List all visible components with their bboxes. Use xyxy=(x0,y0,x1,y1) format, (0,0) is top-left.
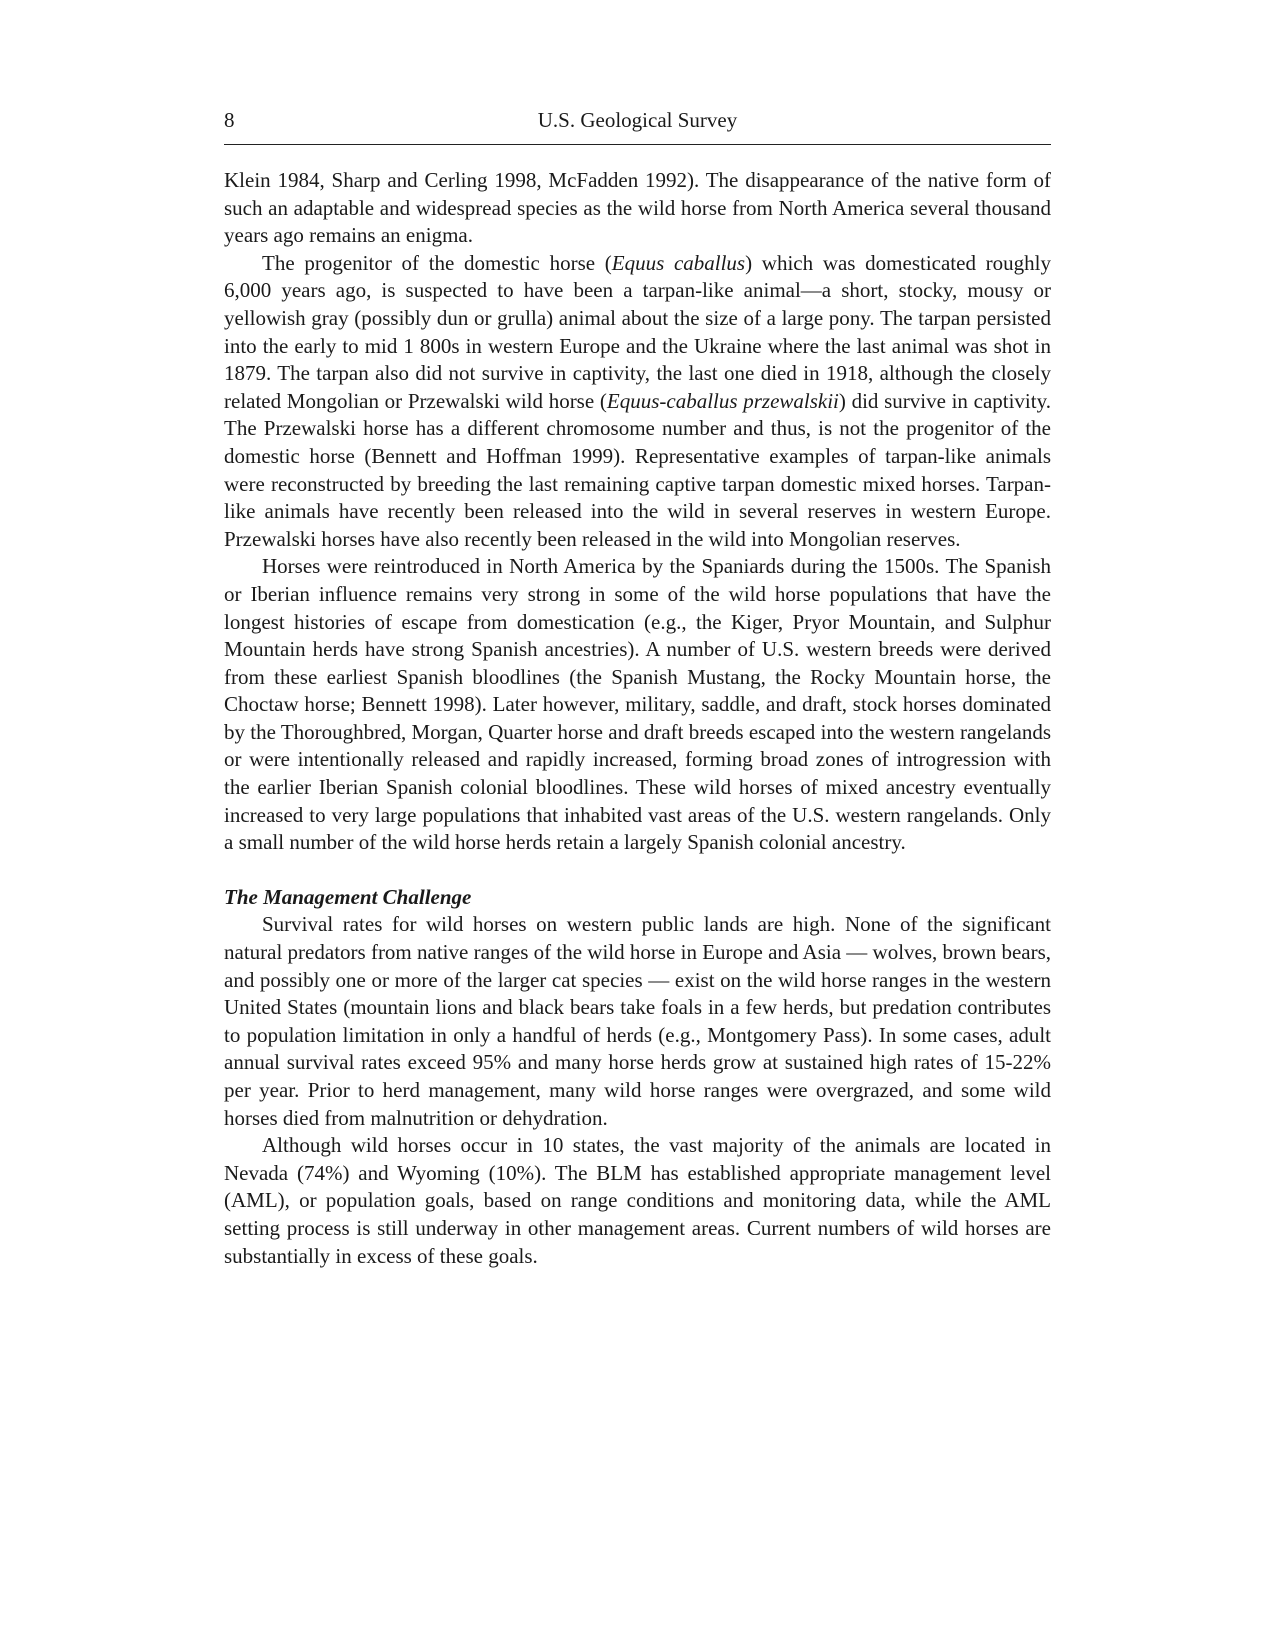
paragraph-text: Although wild horses occur in 10 states, the vast majority of the animals are located in Nevada (74%) and Wyoming (10%). The BLM has established appropriate management level (AML), or population goals, based on range conditions and monitoring data, while the AML setting process is still underway in other management areas. Current numbers of wild horses are substantially in excess of these goals. xyxy=(224,1133,1051,1268)
page-number: 8 xyxy=(224,108,235,132)
species-name: Equus-caballus przewalskii xyxy=(606,388,839,413)
paragraph-text: ) which was domesticated roughly 6,000 years ago, is suspected to have been a tarpan-like animal—a short, stocky, mousy or yellowish gray (possibly dun or grulla) animal about the size of a large pony. The tarpan persisted into the early to mid 1 800s in western Europe and the Ukraine where the last animal was shot in 1879. The tarpan also did not survive in captivity, the last one died in 1918, although the closely related Mongolian or Przewalski wild horse ( xyxy=(224,250,1051,413)
page-header xyxy=(224,106,1051,145)
running-title: U.S. Geological Survey xyxy=(537,108,738,132)
paragraph-survival-rates xyxy=(224,911,1051,1132)
paragraph-text: Klein 1984, Sharp and Cerling 1998, McFadden 1992). The disappearance of the native form of such an adaptable and widespread species as the wild horse from North America several thousand years ago remains an enigma. xyxy=(224,168,1051,248)
paragraph-domestic-horse-progenitor xyxy=(224,250,1051,554)
body-text xyxy=(224,167,1051,1270)
paragraph-text: The progenitor of the domestic horse ( xyxy=(262,250,612,275)
paragraph-reintroduction xyxy=(224,553,1051,857)
section-heading: The Management Challenge xyxy=(224,884,472,909)
paragraph-text: ) did survive in captivity. The Przewalski horse has a different chromosome number and thus, is not the progenitor of the domestic horse (Bennett and Hoffman 1999). Representative examples of tarpan-like animals were reconstructed by breeding the last remaining captive tarpan domestic mixed horses. Tarpan-like animals have recently been released into the wild in several reserves in western Europe. Przewalski horses have also recently been released in the wild into Mongolian reserves. xyxy=(224,388,1051,551)
paragraph-continuation xyxy=(224,167,1051,250)
paragraph-distribution xyxy=(224,1132,1051,1270)
paragraph-text: Horses were reintroduced in North America by the Spaniards during the 1500s. The Spanish or Iberian influence remains very strong in some of the wild horse populations that have the longest histories of escape from domestication (e.g., the Kiger, Pryor Mountain, and Sulphur Mountain herds have strong Spanish ancestries). A number of U.S. western breeds were derived from these earliest Spanish bloodlines (the Spanish Mustang, the Rocky Mountain horse, the Choctaw horse; Bennett 1998). Later however, military, saddle, and draft, stock horses dominated by the Thoroughbred, Morgan, Quarter horse and draft breeds escaped into the western rangelands or were intentionally released and rapidly increased, forming broad zones of introgression with the earlier Iberian Spanish colonial bloodlines. These wild horses of mixed ancestry eventually increased to very large populations that inhabited vast areas of the U.S. western rangelands. Only a small number of the wild horse herds retain a largely Spanish colonial ancestry. xyxy=(224,554,1051,855)
species-name: Equus caballus xyxy=(611,250,746,275)
paragraph-text: Survival rates for wild horses on western public lands are high. None of the significant natural predators from native ranges of the wild horse in Europe and Asia — wolves, brown bears, and possibly one or more of the larger cat species — exist on the wild horse ranges in the western United States (mountain lions and black bears take foals in a few herds, but predation contributes to population limitation in only a handful of herds (e.g., Montgomery Pass). In some cases, adult annual survival rates exceed 95% and many horse herds grow at sustained high rates of 15-22% per year. Prior to herd management, many wild horse ranges were overgrazed, and some wild horses died from malnutrition or dehydration. xyxy=(224,912,1051,1130)
